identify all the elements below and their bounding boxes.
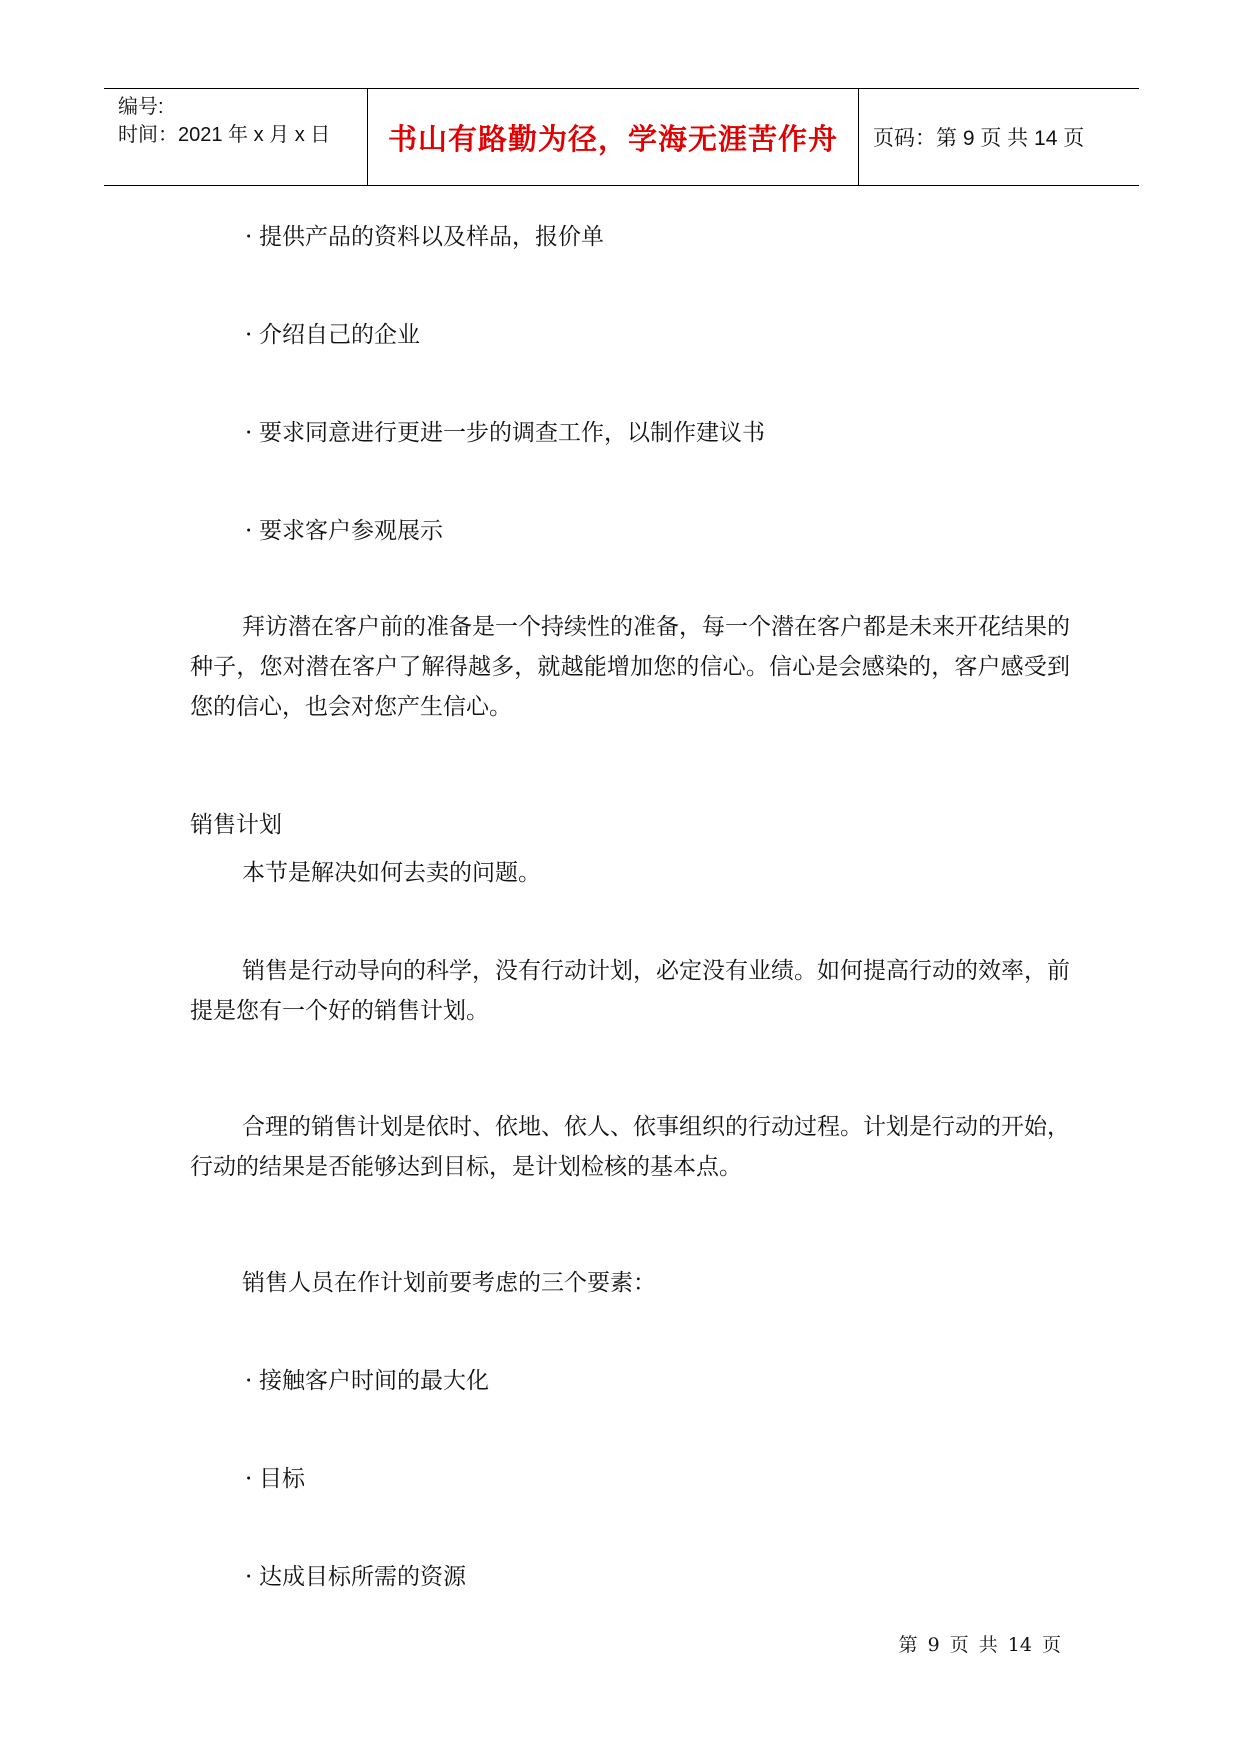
paragraph: 销售是行动导向的科学，没有行动计划，必定没有业绩。如何提高行动的效率，前提是您有一个好的销售计划。 <box>190 958 1070 1024</box>
paragraph: 拜访潜在客户前的准备是一个持续性的准备，每一个潜在客户都是未来开花结果的种子，您对潜在客户了解得越多，就越能增加您的信心。信心是会感染的，客户感受到您的信心，也会对您产生信心。 <box>190 614 1070 720</box>
bullet-item: · 要求客户参观展示 <box>190 511 1125 551</box>
paragraph: 合理的销售计划是依时、依地、依人、依事组织的行动过程。计划是行动的开始，行动的结果是否能够达到目标，是计划检核的基本点。 <box>190 1114 1070 1180</box>
header-page-number: 页码：第 9 页 共 14 页 <box>873 127 1085 150</box>
bullet-item: · 目标 <box>190 1459 1125 1499</box>
bullet-item: · 接触客户时间的最大化 <box>190 1361 1125 1401</box>
bullet-dot-icon: · <box>245 1564 253 1590</box>
header-page-cell <box>859 89 1139 185</box>
section-title: 销售计划 <box>190 812 282 838</box>
bullet-item: · 要求同意进行更进一步的调查工作，以制作建议书 <box>190 413 1125 453</box>
header-motto: 书山有路勤为径，学海无涯苦作舟 <box>387 121 838 156</box>
bullet-item: · 介绍自己的企业 <box>190 315 1125 355</box>
bullet-item: · 达成目标所需的资源 <box>190 1557 1125 1597</box>
document-number-label: 编号: <box>118 96 164 118</box>
page-header <box>104 88 1139 186</box>
header-meta <box>104 89 368 185</box>
paragraph: 本节是解决如何去卖的问题。 <box>242 860 541 886</box>
page-footer: 第 9 页 共 14 页 <box>898 1634 1061 1656</box>
bullet-dot-icon: · <box>245 518 253 544</box>
bullet-dot-icon: · <box>245 1368 253 1394</box>
paragraph: 销售人员在作计划前要考虑的三个要素： <box>242 1270 656 1296</box>
header-motto-cell <box>368 89 859 185</box>
document-time-label: 时间：2021 年 x 月 x 日 <box>118 124 331 146</box>
bullet-dot-icon: · <box>245 420 253 446</box>
bullet-dot-icon: · <box>245 224 253 250</box>
bullet-dot-icon: · <box>245 1466 253 1492</box>
bullet-item: · 提供产品的资料以及样品，报价单 <box>190 217 1125 257</box>
bullet-dot-icon: · <box>245 322 253 348</box>
